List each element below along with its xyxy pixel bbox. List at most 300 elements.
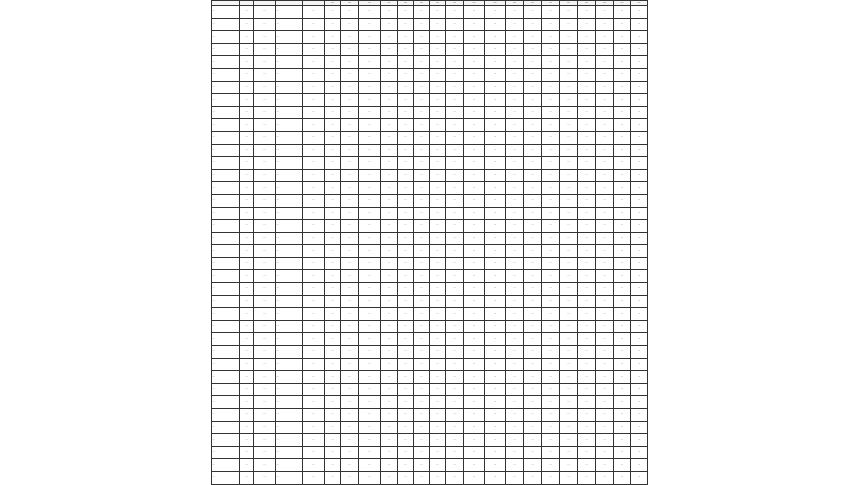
table-row [212,471,648,484]
table-cell: ... [430,220,446,233]
table-cell: ... [212,157,240,170]
table-cell: ... [276,320,303,333]
table-cell: ... [542,157,560,170]
table-cell: ... [254,31,276,44]
table-cell: ... [446,232,464,245]
table-cell: ... [341,446,359,459]
table-row [212,421,648,434]
table-cell: ... [303,220,325,233]
table-cell: ... [560,169,578,182]
table-cell: ... [325,194,341,207]
table-cell: ... [464,81,485,94]
table-cell: ... [381,245,398,258]
table-cell: ... [398,396,414,409]
table-cell: ... [254,471,276,484]
table-cell: ... [524,18,542,31]
table-cell: ... [398,358,414,371]
table-cell: ... [524,31,542,44]
table-cell: ... [341,459,359,472]
table-cell: ... [240,131,254,144]
table-cell: ... [631,245,648,258]
table-cell: ... [303,371,325,384]
table-cell: ... [359,220,381,233]
table-cell: ... [506,320,524,333]
table-cell: ... [303,270,325,283]
table-row [212,409,648,422]
table-cell: ... [430,471,446,484]
table-cell: ... [341,333,359,346]
table-cell: ... [398,81,414,94]
table-cell: ... [212,94,240,107]
table-cell: ... [485,182,506,195]
table-cell: ... [446,434,464,447]
table-cell: ... [542,119,560,132]
table-cell: ... [596,308,614,321]
table-cell: ... [381,295,398,308]
table-cell: ... [254,220,276,233]
table-cell: ... [276,220,303,233]
table-cell: ... [381,220,398,233]
table-cell: ... [485,68,506,81]
table-cell: ... [464,371,485,384]
table-cell: ... [381,333,398,346]
table-cell: ... [414,232,430,245]
table-cell: ... [240,371,254,384]
table-cell: ... [560,320,578,333]
table-cell: ... [212,308,240,321]
table-cell: ... [254,320,276,333]
table-cell: ... [240,144,254,157]
table-cell: ... [414,220,430,233]
spreadsheet-table-container [211,0,647,479]
table-cell: ... [542,18,560,31]
table-cell: ... [485,446,506,459]
table-cell: ... [414,421,430,434]
table-cell: ... [254,207,276,220]
table-cell: ... [240,68,254,81]
table-cell: ... [506,43,524,56]
table-row [212,270,648,283]
table-cell: ... [542,106,560,119]
table-cell: ... [303,232,325,245]
table-cell: ... [430,18,446,31]
table-cell: ... [303,207,325,220]
table-cell: ... [464,182,485,195]
table-cell: ... [240,245,254,258]
table-cell: ... [485,106,506,119]
table-cell: ... [560,56,578,69]
table-cell: ... [381,131,398,144]
table-cell: ... [240,346,254,359]
table-cell: ... [381,308,398,321]
table-cell: ... [398,295,414,308]
table-cell: ... [464,207,485,220]
table-cell: ... [414,207,430,220]
table-cell: ... [341,119,359,132]
table-cell: ... [506,358,524,371]
table-cell: ... [596,358,614,371]
table-row [212,320,648,333]
table-cell: ... [542,446,560,459]
table-cell: ... [446,18,464,31]
table-cell: ... [542,56,560,69]
table-cell: ... [485,346,506,359]
table-cell: ... [325,56,341,69]
table-cell: ... [212,207,240,220]
table-cell: ... [325,421,341,434]
table-cell: ... [240,182,254,195]
table-cell: ... [446,94,464,107]
table-cell: ... [446,131,464,144]
table-cell: ... [524,257,542,270]
table-cell: ... [446,283,464,296]
table-row [212,383,648,396]
table-cell: ... [446,68,464,81]
table-cell: ... [381,207,398,220]
table-cell: ... [240,157,254,170]
table-cell: ... [506,270,524,283]
table-cell: ... [276,169,303,182]
table-cell: ... [212,346,240,359]
table-cell: ... [578,220,596,233]
table-cell: ... [524,295,542,308]
table-cell: ... [542,131,560,144]
table-cell: ... [596,409,614,422]
table-cell: ... [341,409,359,422]
table-cell: ... [631,232,648,245]
table-cell: ... [381,459,398,472]
table-cell: ... [542,371,560,384]
table-cell: ... [542,383,560,396]
table-cell: ... [212,68,240,81]
table-cell: ... [240,106,254,119]
table-cell: ... [276,446,303,459]
table-cell: ... [524,446,542,459]
table-cell: ... [276,207,303,220]
table-cell: ... [446,157,464,170]
table-cell: ... [506,396,524,409]
table-cell: ... [381,270,398,283]
table-cell: ... [578,106,596,119]
table-cell: ... [631,144,648,157]
table-cell: ... [446,182,464,195]
table-cell: ... [303,295,325,308]
table-cell: ... [614,383,631,396]
table-cell: ... [596,459,614,472]
table-cell: ... [596,18,614,31]
table-cell: ... [414,396,430,409]
table-cell: ... [212,295,240,308]
table-cell: ... [446,358,464,371]
table-cell: ... [446,383,464,396]
table-cell: ... [560,106,578,119]
table-cell: ... [359,119,381,132]
table-cell: ... [542,220,560,233]
table-cell: ... [614,295,631,308]
table-row [212,295,648,308]
column-header: ... [359,1,381,6]
table-cell: ... [325,471,341,484]
table-cell: ... [485,320,506,333]
table-cell: ... [464,459,485,472]
table-cell: ... [414,94,430,107]
table-cell: ... [614,471,631,484]
table-cell: ... [341,295,359,308]
table-cell: ... [560,371,578,384]
table-cell: ... [631,94,648,107]
table-row [212,31,648,44]
table-cell: ... [542,43,560,56]
table-cell: ... [359,31,381,44]
table-cell: ... [276,43,303,56]
table-cell: ... [276,18,303,31]
table-cell: ... [303,459,325,472]
table-cell: ... [303,18,325,31]
table-cell: ... [303,106,325,119]
table-cell: ... [614,144,631,157]
table-cell: ... [359,358,381,371]
table-cell: ... [506,144,524,157]
table-cell: ... [398,43,414,56]
table-cell: ... [359,383,381,396]
table-cell: ... [254,131,276,144]
table-cell: ... [303,383,325,396]
table-cell: ... [446,56,464,69]
table-row [212,94,648,107]
table-cell: ... [506,245,524,258]
table-cell: ... [524,421,542,434]
table-cell: ... [614,245,631,258]
table-cell: ... [578,320,596,333]
table-cell: ... [398,169,414,182]
table-cell: ... [359,396,381,409]
table-cell: ... [254,56,276,69]
table-row [212,308,648,321]
table-cell: ... [276,232,303,245]
table-cell: ... [560,157,578,170]
table-cell: ... [240,31,254,44]
table-cell: ... [506,157,524,170]
table-cell: ... [212,18,240,31]
table-cell: ... [430,257,446,270]
table-cell: ... [240,194,254,207]
table-cell: ... [631,68,648,81]
table-cell: ... [341,68,359,81]
table-row [212,371,648,384]
table-cell: ... [325,308,341,321]
table-cell: ... [506,182,524,195]
table-cell: ... [631,81,648,94]
table-cell: ... [631,106,648,119]
table-cell: ... [596,232,614,245]
table-cell: ... [212,383,240,396]
table-cell: ... [212,434,240,447]
table-cell: ... [414,320,430,333]
table-cell: ... [506,169,524,182]
table-cell: ... [542,68,560,81]
table-cell: ... [578,358,596,371]
table-cell: ... [542,409,560,422]
table-cell: ... [578,459,596,472]
table-cell: ... [359,270,381,283]
table-cell: ... [614,434,631,447]
table-cell: ... [341,245,359,258]
table-cell: ... [212,371,240,384]
table-body [212,6,648,485]
table-cell: ... [381,182,398,195]
table-cell: ... [381,257,398,270]
table-cell: ... [596,446,614,459]
table-cell: ... [359,182,381,195]
table-cell: ... [276,333,303,346]
table-cell: ... [524,308,542,321]
table-cell: ... [614,283,631,296]
table-cell: ... [560,6,578,19]
table-cell: ... [414,157,430,170]
table-cell: ... [485,283,506,296]
table-cell: ... [446,446,464,459]
table-cell: ... [578,56,596,69]
table-cell: ... [631,358,648,371]
column-header: ... [542,1,560,6]
table-cell: ... [276,94,303,107]
table-cell: ... [359,471,381,484]
table-cell: ... [506,346,524,359]
table-cell: ... [359,232,381,245]
table-row [212,194,648,207]
table-cell: ... [212,43,240,56]
table-cell: ... [381,358,398,371]
table-cell: ... [240,459,254,472]
table-cell: ... [560,308,578,321]
table-cell: ... [560,358,578,371]
column-header: ... [524,1,542,6]
table-cell: ... [414,245,430,258]
table-cell: ... [542,31,560,44]
table-cell: ... [325,144,341,157]
table-cell: ... [485,194,506,207]
table-cell: ... [398,257,414,270]
table-cell: ... [560,434,578,447]
table-cell: ... [359,434,381,447]
table-cell: ... [240,232,254,245]
table-row [212,396,648,409]
table-cell: ... [325,182,341,195]
table-cell: ... [464,31,485,44]
table-cell: ... [212,270,240,283]
table-cell: ... [212,119,240,132]
table-cell: ... [325,295,341,308]
table-cell: ... [560,144,578,157]
table-cell: ... [560,396,578,409]
table-cell: ... [325,257,341,270]
table-cell: ... [578,207,596,220]
table-cell: ... [578,232,596,245]
table-cell: ... [430,56,446,69]
table-cell: ... [506,459,524,472]
table-row [212,182,648,195]
table-cell: ... [485,257,506,270]
column-header: ... [341,1,359,6]
table-cell: ... [578,31,596,44]
table-cell: ... [446,220,464,233]
table-cell: ... [341,421,359,434]
table-cell: ... [524,358,542,371]
table-cell: ... [212,283,240,296]
table-cell: ... [325,358,341,371]
table-cell: ... [631,257,648,270]
table-cell: ... [542,333,560,346]
column-header: ... [560,1,578,6]
table-cell: ... [325,371,341,384]
table-cell: ... [506,106,524,119]
table-cell: ... [341,320,359,333]
table-cell: ... [446,409,464,422]
table-row [212,81,648,94]
table-cell: ... [325,131,341,144]
table-cell: ... [398,144,414,157]
table-cell: ... [303,308,325,321]
table-cell: ... [542,471,560,484]
table-cell: ... [276,131,303,144]
table-cell: ... [524,182,542,195]
table-cell: ... [381,119,398,132]
table-cell: ... [341,257,359,270]
table-cell: ... [325,207,341,220]
table-cell: ... [560,68,578,81]
table-cell: ... [524,207,542,220]
table-cell: ... [596,81,614,94]
table-cell: ... [596,157,614,170]
table-cell: ... [240,446,254,459]
table-cell: ... [381,81,398,94]
table-cell: ... [341,106,359,119]
table-cell: ... [485,471,506,484]
table-cell: ... [325,446,341,459]
table-cell: ... [560,131,578,144]
table-cell: ... [240,6,254,19]
table-cell: ... [485,295,506,308]
table-cell: ... [398,346,414,359]
table-cell: ... [542,182,560,195]
table-cell: ... [398,106,414,119]
table-cell: ... [524,409,542,422]
table-row [212,459,648,472]
table-cell: ... [414,106,430,119]
table-cell: ... [614,68,631,81]
table-cell: ... [359,207,381,220]
table-cell: ... [212,333,240,346]
table-cell: ... [303,421,325,434]
table-cell: ... [596,207,614,220]
table-cell: ... [524,471,542,484]
table-cell: ... [446,270,464,283]
table-cell: ... [398,371,414,384]
table-cell: ... [276,383,303,396]
table-cell: ... [359,257,381,270]
table-cell: ... [560,471,578,484]
table-cell: ... [381,446,398,459]
table-cell: ... [446,308,464,321]
table-cell: ... [414,446,430,459]
table-cell: ... [212,131,240,144]
table-cell: ... [381,106,398,119]
table-cell: ... [485,207,506,220]
table-cell: ... [524,346,542,359]
table-cell: ... [485,270,506,283]
table-cell: ... [446,346,464,359]
column-header: ... [398,1,414,6]
